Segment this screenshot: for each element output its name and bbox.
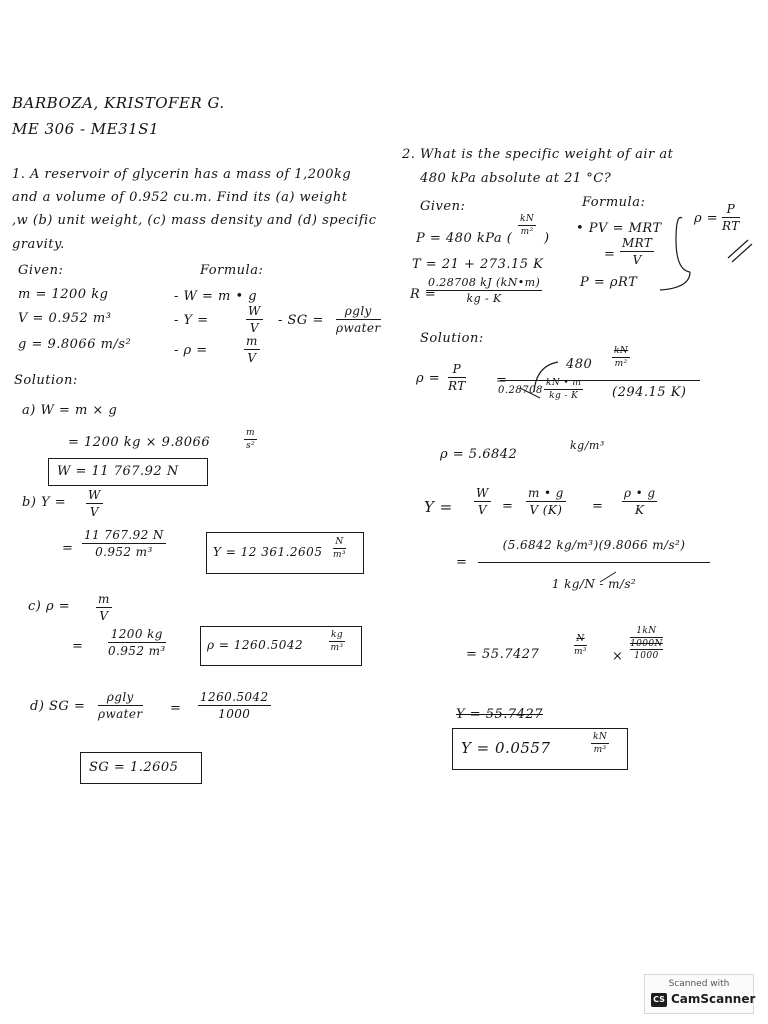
p2-given-r-lhs: R = xyxy=(410,287,437,302)
fraction-denominator: ρwater xyxy=(336,321,381,335)
fraction-numerator: kN xyxy=(593,732,608,742)
fraction-denominator: 0.952 m³ xyxy=(95,545,153,559)
fraction-numerator: kg xyxy=(331,630,344,640)
p2-given-label: Given: xyxy=(420,199,466,214)
p1-part-b-equals: = xyxy=(62,541,74,556)
fraction-numerator: (5.6842 kg/m³)(9.8066 m/s²) xyxy=(478,538,710,563)
p2-question-line2: 480 kPa absolute at 21 °C? xyxy=(420,171,612,186)
fraction-numerator: kN • m xyxy=(546,378,582,388)
formula-end-marks xyxy=(728,240,752,262)
p2-result-times: × xyxy=(612,649,624,664)
fraction-numerator: ρ • g xyxy=(624,486,656,500)
p1-part-c-answer-lhs: ρ = 1260.5042 xyxy=(207,638,304,652)
fraction-numerator: ρgly xyxy=(98,690,143,706)
p2-solution-pressure-value: 480 xyxy=(566,357,593,372)
fraction-numerator: m xyxy=(246,334,258,348)
camscanner-logo-icon: CS xyxy=(651,993,667,1007)
watermark-line1: Scanned with xyxy=(668,979,730,989)
p1-part-a-substitution: = 1200 kg × 9.8066 xyxy=(68,435,211,450)
p2-gamma-equals-2: = xyxy=(592,499,604,514)
watermark-brand: CamScanner xyxy=(671,992,756,1006)
fraction-numerator: P xyxy=(722,202,740,218)
p2-solution-label: Solution: xyxy=(420,331,484,346)
fraction-numerator: m xyxy=(98,592,110,606)
p1-formula-label: Formula: xyxy=(200,263,264,278)
fraction-denominator: V xyxy=(632,253,642,267)
p2-formula-equals: = xyxy=(604,247,616,262)
fraction-numerator: kN xyxy=(614,346,629,356)
solution-cancel-stroke xyxy=(520,388,540,398)
p2-substitution-equals: = xyxy=(456,555,468,570)
fraction-denominator: ρwater xyxy=(98,707,143,721)
fraction-denominator: 1000 xyxy=(634,651,659,661)
fraction-numerator: W xyxy=(88,488,101,502)
p2-gamma-equals-1: = xyxy=(502,499,514,514)
p2-scratch-crossed: Υ = 55.7427 xyxy=(456,707,543,722)
fraction-denominator: 0.952 m³ xyxy=(108,644,166,658)
fraction-numerator: N xyxy=(574,634,587,646)
fraction-numerator: m xyxy=(246,428,255,438)
p2-solution-equals: = xyxy=(496,373,508,388)
fraction-numerator: W xyxy=(476,486,489,500)
solution-arrow-stroke xyxy=(534,362,558,392)
p1-formula-gamma-lhs: - Υ = xyxy=(174,313,209,328)
p1-formula-rho-lhs: - ρ = xyxy=(174,343,208,358)
p1-part-a-equation: a) W = m × g xyxy=(22,403,118,418)
p2-pressure-close: ) xyxy=(544,231,550,246)
p2-question-line1: 2. What is the specific weight of air at xyxy=(402,147,674,162)
p2-rho-result: ρ = 5.6842 xyxy=(440,447,518,462)
fraction-numerator: W xyxy=(248,304,261,318)
fraction-denominator: m² xyxy=(614,359,628,369)
p1-given-label: Given: xyxy=(18,263,64,278)
fraction-denominator: V xyxy=(249,321,259,335)
fraction-denominator: kg - K xyxy=(549,391,579,401)
p1-question-line4: gravity. xyxy=(12,237,65,252)
fraction-numerator: 1260.5042 xyxy=(200,690,269,704)
fraction-numerator: 0.28708 kJ (kN•m) xyxy=(428,276,541,289)
p1-given-gravity: g = 9.8066 m/s² xyxy=(18,337,132,352)
fraction-denominator: 1000 xyxy=(218,707,251,721)
p2-gamma-lhs: Υ = xyxy=(424,498,453,516)
fraction-denominator: V xyxy=(247,351,257,365)
p1-question-line3: ,w (b) unit weight, (c) mass density and (d) specific xyxy=(12,213,377,228)
p1-given-volume: V = 0.952 m³ xyxy=(18,311,112,326)
fraction-denominator: V xyxy=(99,609,109,623)
fraction-denominator: m² xyxy=(520,227,534,237)
p2-given-temperature: T = 21 + 273.15 K xyxy=(412,257,544,272)
fraction-numerator: m • g xyxy=(528,486,564,500)
p2-solution-rho-lhs: ρ = xyxy=(416,371,441,386)
p1-part-b-answer-lhs: Υ = 12 361.2605 xyxy=(213,545,323,559)
p1-given-mass: m = 1200 kg xyxy=(18,287,109,302)
fraction-denominator: V xyxy=(89,505,99,519)
fraction-denominator: s² xyxy=(245,441,255,451)
formula-bracket-stroke xyxy=(676,217,690,272)
fraction-denominator: kg - K xyxy=(466,292,502,305)
fraction-denominator: K xyxy=(635,503,645,517)
p2-formula-label: Formula: xyxy=(582,195,646,210)
p1-question-line2: and a volume of 0.952 cu.m. Find its (a) weight xyxy=(12,190,348,205)
fraction-denominator: RT xyxy=(722,219,740,233)
p1-part-a-answer: W = 11 767.92 N xyxy=(57,464,179,479)
fraction-numerator: ρgly xyxy=(336,304,381,320)
p1-part-c-lhs: c) ρ = xyxy=(28,599,71,614)
p1-part-d-answer: SG = 1.2605 xyxy=(89,760,179,775)
p2-given-pressure: P = 480 kPa ( xyxy=(416,231,513,246)
p2-rho-result-unit: kg/m³ xyxy=(570,439,605,452)
fraction-denominator: 1 kg/N - m/s² xyxy=(551,577,637,591)
p1-part-d-lhs: d) SG = xyxy=(30,699,86,714)
p2-formula-pv: • PV = MRT xyxy=(576,221,662,236)
fraction-numerator: 1kN xyxy=(630,626,663,638)
p2-formula-rho-lhs: ρ = xyxy=(694,211,719,226)
substitution-cancel-stroke xyxy=(600,572,616,582)
p1-solution-label: Solution: xyxy=(14,373,78,388)
fraction-denominator: RT xyxy=(448,379,466,393)
p1-part-b-lhs: b) Υ = xyxy=(22,495,67,510)
fraction-denominator: m³ xyxy=(574,647,587,657)
p1-formula-weight: - W = m • g xyxy=(174,289,258,304)
conversion-middle: 1000N xyxy=(630,639,663,649)
p1-part-c-equals: = xyxy=(72,639,84,654)
fraction-denominator: V xyxy=(477,503,487,517)
p2-result-line: = 55.7427 xyxy=(466,647,540,662)
fraction-numerator: P xyxy=(448,362,466,378)
formula-arrow-stroke xyxy=(660,272,690,290)
fraction-denominator: m³ xyxy=(593,745,607,755)
student-name: BARBOZA, KRISTOFER G. xyxy=(12,94,225,112)
fraction-denominator: m³ xyxy=(330,643,344,653)
p1-part-d-equals: = xyxy=(170,701,182,716)
p1-question-line1: 1. A reservoir of glycerin has a mass of 1,200kg xyxy=(12,167,352,182)
camscanner-watermark xyxy=(644,974,754,1014)
fraction-numerator: kN xyxy=(520,214,535,224)
p2-solution-temperature-value: (294.15 K) xyxy=(612,385,687,400)
fraction-numerator: 11 767.92 N xyxy=(84,528,164,542)
fraction-numerator: MRT xyxy=(622,236,653,250)
fraction-numerator: 1200 kg xyxy=(108,627,166,643)
course-code: ME 306 - ME31S1 xyxy=(12,120,160,138)
p1-formula-sg-lhs: - SG = xyxy=(278,313,324,328)
p2-formula-prt: P = ρRT xyxy=(580,275,638,290)
fraction-numerator: N xyxy=(333,537,346,549)
p2-solution-r-value: 0.28708 xyxy=(498,385,543,396)
p2-answer-lhs: Υ = 0.0557 xyxy=(461,739,551,757)
fraction-denominator: V (K) xyxy=(529,503,563,517)
fraction-denominator: m³ xyxy=(333,550,346,560)
